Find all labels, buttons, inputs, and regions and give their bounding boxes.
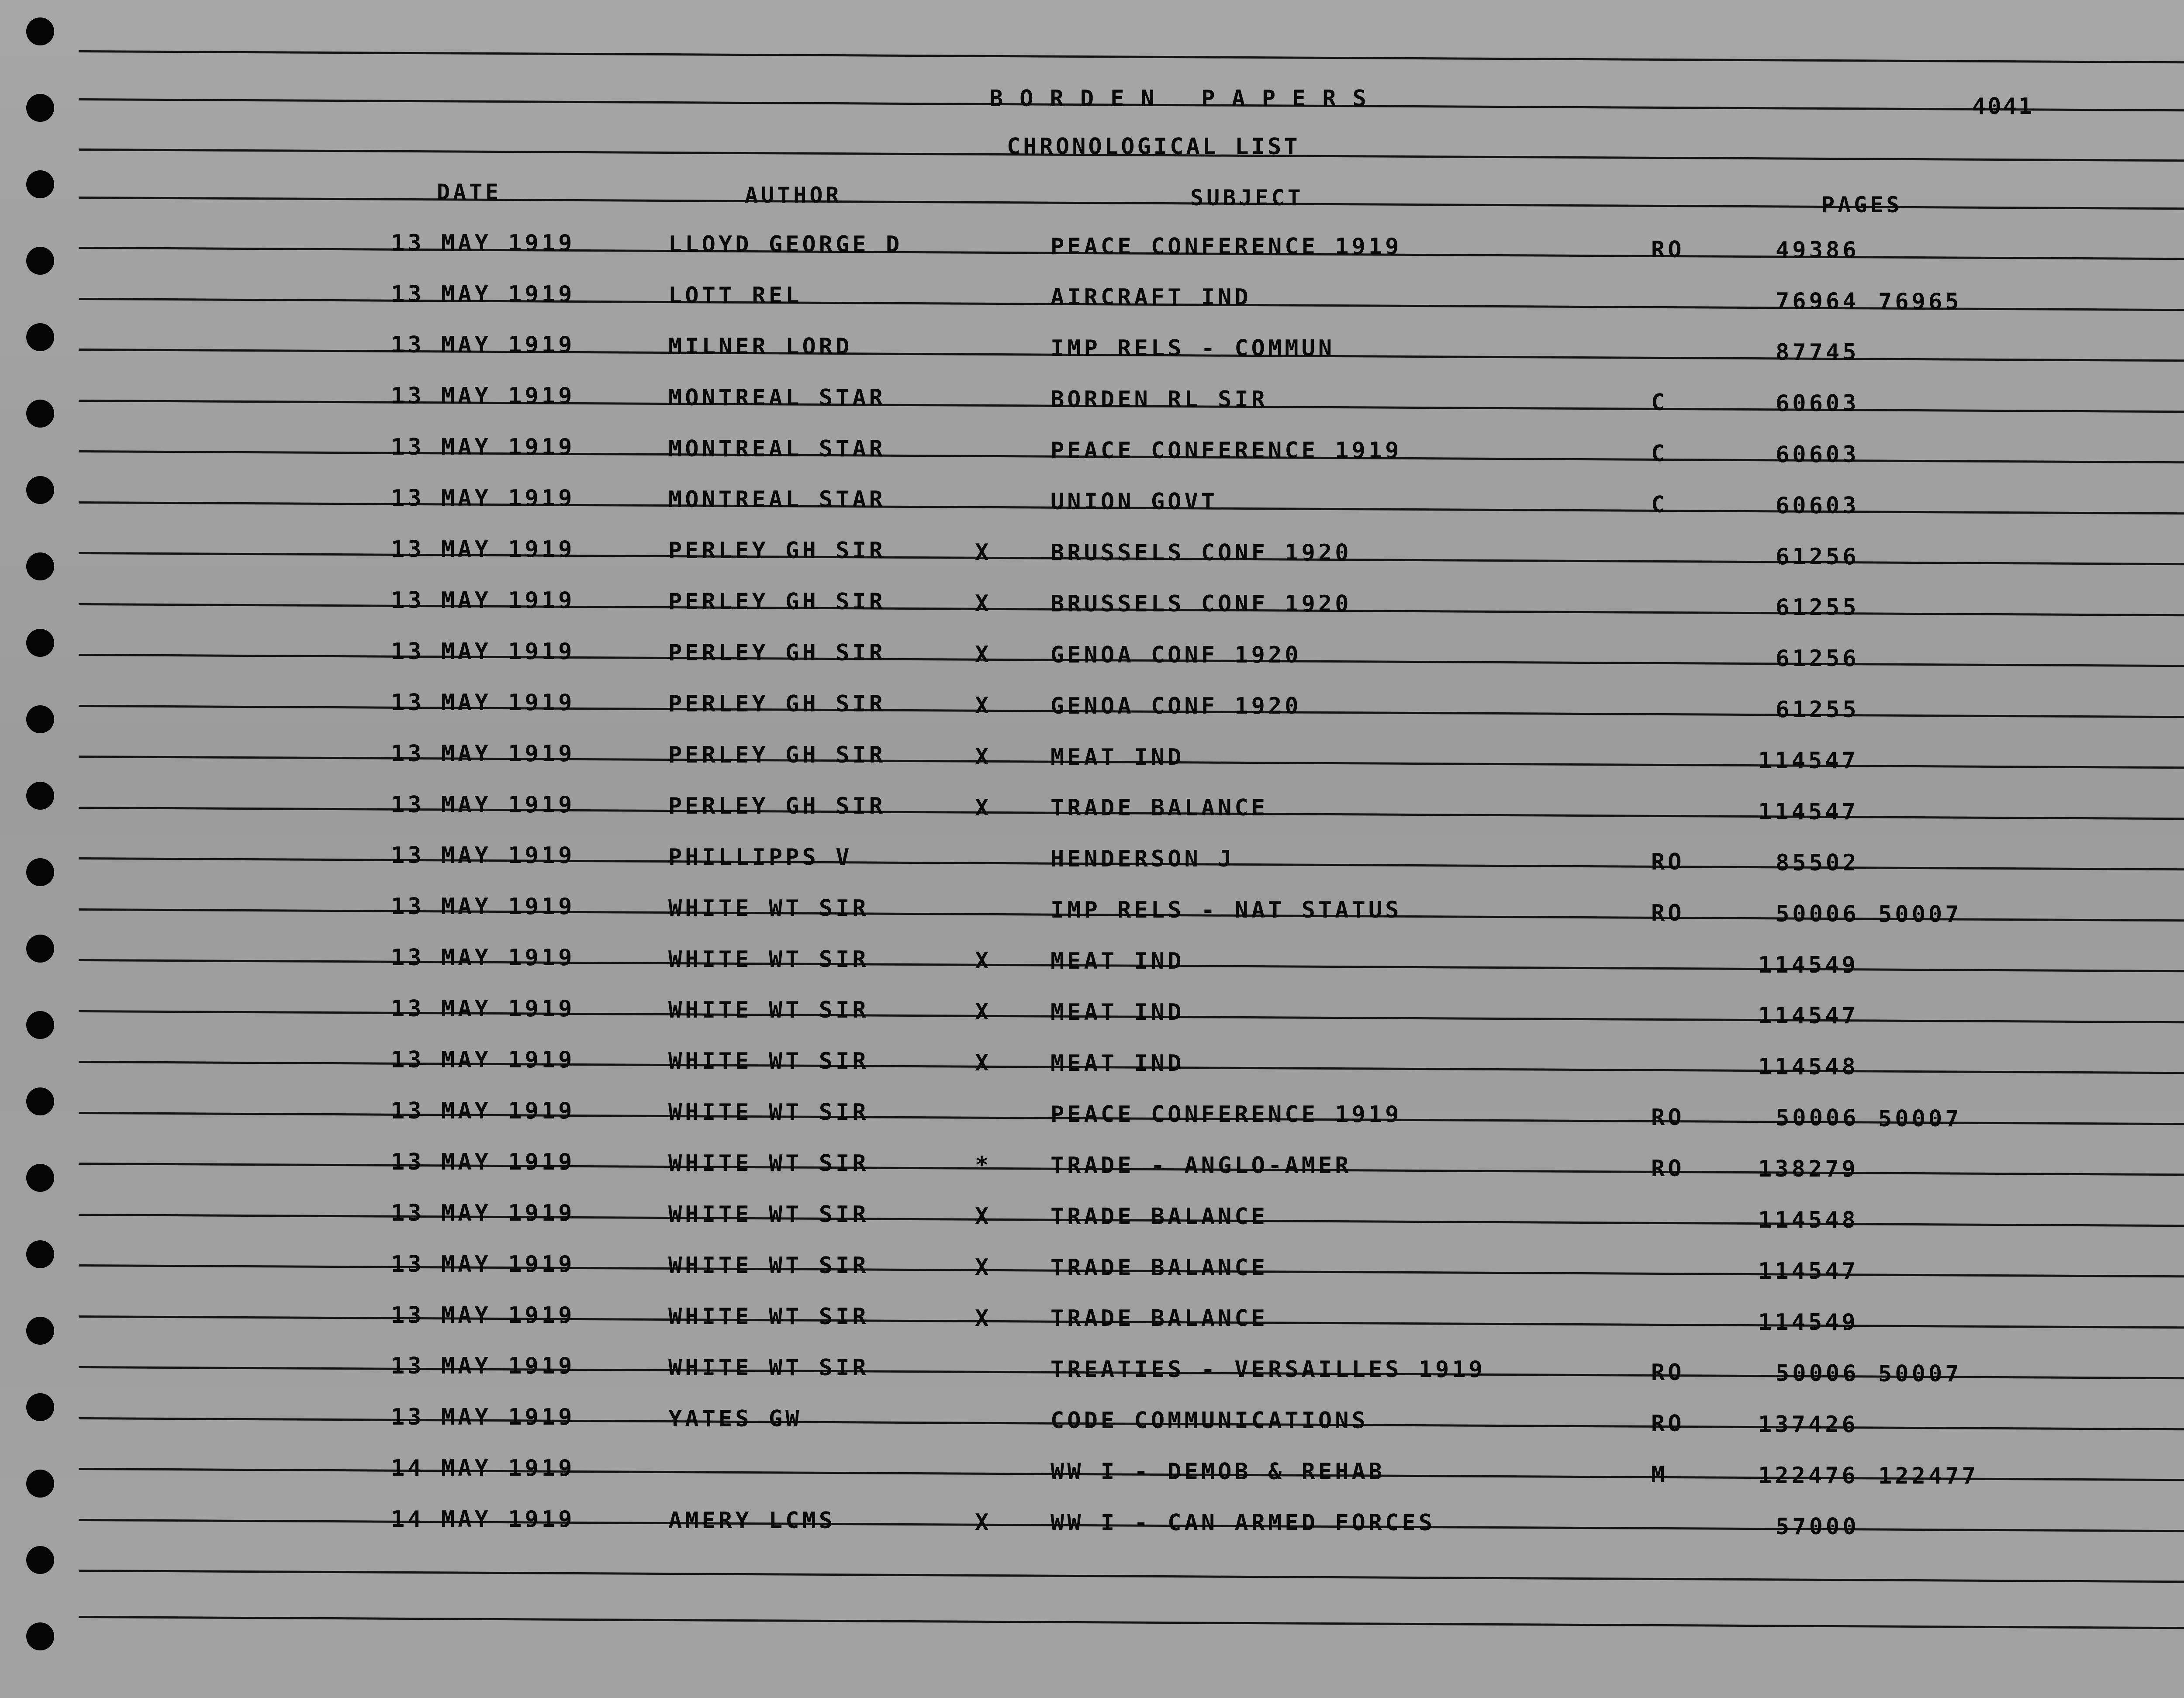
ruled-line xyxy=(79,50,2184,64)
row-flag: X xyxy=(975,1203,992,1229)
row-subject: MEAT IND xyxy=(1051,1050,1185,1077)
row-flag: X xyxy=(975,693,992,719)
tractor-hole xyxy=(26,1087,54,1115)
row-subject: GENOA CONF 1920 xyxy=(1051,642,1302,668)
row-code: RO xyxy=(1651,237,1685,263)
row-page-start: 138279 xyxy=(1758,1156,1859,1182)
tractor-hole xyxy=(26,629,54,657)
row-page-end: 50007 xyxy=(1878,901,1962,928)
row-subject: IMP RELS - COMMUN xyxy=(1051,335,1335,362)
row-subject: PEACE CONFERENCE 1919 xyxy=(1051,438,1402,464)
document-title: BORDEN PAPERS xyxy=(989,86,1383,112)
tractor-hole xyxy=(26,1393,54,1421)
row-code: RO xyxy=(1651,900,1685,926)
tractor-hole xyxy=(26,170,54,198)
row-author: PERLEY GH SIR xyxy=(668,793,886,819)
row-author: WHITE WT SIR xyxy=(668,1150,869,1177)
row-page-start: 60603 xyxy=(1776,390,1859,417)
row-author: MONTREAL STAR xyxy=(668,385,886,411)
row-page-start: 114549 xyxy=(1758,952,1859,978)
row-date: 13 MAY 1919 xyxy=(391,383,575,409)
row-date: 14 MAY 1919 xyxy=(391,1455,575,1481)
row-code: RO xyxy=(1651,849,1685,875)
row-author: WHITE WT SIR xyxy=(668,1099,869,1125)
row-author: PERLEY GH SIR xyxy=(668,742,886,768)
row-page-start: 87745 xyxy=(1776,339,1859,366)
row-subject: MEAT IND xyxy=(1051,744,1185,770)
ruled-line xyxy=(79,1616,2184,1629)
row-page-start: 50006 xyxy=(1776,1105,1859,1131)
row-flag: X xyxy=(975,1050,992,1076)
row-date: 13 MAY 1919 xyxy=(391,741,575,767)
column-header-pages: PAGES xyxy=(1821,192,1903,217)
row-date: 13 MAY 1919 xyxy=(391,536,575,563)
row-author: MONTREAL STAR xyxy=(668,487,886,513)
ruled-line xyxy=(79,1570,2184,1583)
row-subject: MEAT IND xyxy=(1051,999,1185,1025)
row-subject: TRADE BALANCE xyxy=(1051,1204,1268,1230)
row-subject: PEACE CONFERENCE 1919 xyxy=(1051,234,1402,260)
row-subject: BORDEN RL SIR xyxy=(1051,387,1268,413)
row-author: WHITE WT SIR xyxy=(668,1201,869,1228)
row-page-start: 49386 xyxy=(1776,237,1859,263)
row-subject: GENOA CONF 1920 xyxy=(1051,693,1302,719)
row-page-start: 85502 xyxy=(1776,850,1859,876)
row-code: RO xyxy=(1651,1104,1685,1131)
tractor-hole xyxy=(26,1164,54,1192)
row-subject: TRADE BALANCE xyxy=(1051,1305,1268,1332)
row-subject: HENDERSON J xyxy=(1051,846,1235,872)
tractor-hole xyxy=(26,323,54,351)
tractor-hole xyxy=(26,1546,54,1574)
row-page-start: 114548 xyxy=(1758,1054,1859,1080)
row-flag: X xyxy=(975,999,992,1025)
row-author: PERLEY GH SIR xyxy=(668,691,886,717)
tractor-hole xyxy=(26,476,54,504)
row-flag: X xyxy=(975,795,992,821)
row-author: PERLEY GH SIR xyxy=(668,589,886,615)
row-flag: X xyxy=(975,539,992,566)
row-date: 13 MAY 1919 xyxy=(391,1251,575,1277)
row-date: 13 MAY 1919 xyxy=(391,587,575,614)
row-date: 13 MAY 1919 xyxy=(391,792,575,818)
row-flag: X xyxy=(975,1305,992,1332)
row-page-start: 137426 xyxy=(1758,1412,1859,1438)
row-author: WHITE WT SIR xyxy=(668,895,869,921)
row-page-start: 76964 xyxy=(1776,288,1859,314)
tractor-hole xyxy=(26,1317,54,1345)
row-author: MONTREAL STAR xyxy=(668,436,886,462)
row-date: 13 MAY 1919 xyxy=(391,842,575,869)
row-subject: PEACE CONFERENCE 1919 xyxy=(1051,1101,1402,1128)
row-page-start: 61256 xyxy=(1776,544,1859,570)
row-author: LLOYD GEORGE D xyxy=(668,231,903,258)
row-author: WHITE WT SIR xyxy=(668,946,869,973)
row-code: C xyxy=(1651,441,1668,467)
row-date: 13 MAY 1919 xyxy=(391,1302,575,1329)
row-author: AMERY LCMS xyxy=(668,1508,836,1534)
row-subject: CODE COMMUNICATIONS xyxy=(1051,1408,1368,1434)
row-subject: BRUSSELS CONF 1920 xyxy=(1051,540,1352,566)
row-page-start: 122476 xyxy=(1758,1463,1859,1489)
column-header-subject: SUBJECT xyxy=(1190,185,1304,211)
row-date: 13 MAY 1919 xyxy=(391,638,575,665)
row-page-start: 60603 xyxy=(1776,442,1859,468)
row-page-start: 114549 xyxy=(1758,1309,1859,1336)
row-subject: AIRCRAFT IND xyxy=(1051,284,1251,311)
row-flag: X xyxy=(975,744,992,770)
row-date: 13 MAY 1919 xyxy=(391,1098,575,1124)
row-author: WHITE WT SIR xyxy=(668,1253,869,1279)
tractor-hole xyxy=(26,94,54,122)
tractor-hole xyxy=(26,552,54,580)
tractor-hole xyxy=(26,17,54,45)
row-flag: X xyxy=(975,1509,992,1536)
row-code: RO xyxy=(1651,1156,1685,1182)
row-date: 13 MAY 1919 xyxy=(391,434,575,460)
row-code: C xyxy=(1651,390,1668,416)
row-subject: BRUSSELS CONF 1920 xyxy=(1051,591,1352,617)
row-page-start: 61255 xyxy=(1776,697,1859,723)
row-page-end: 50007 xyxy=(1878,1361,1962,1387)
row-page-end: 50007 xyxy=(1878,1106,1962,1132)
row-date: 13 MAY 1919 xyxy=(391,1047,575,1073)
row-code: C xyxy=(1651,492,1668,518)
row-page-start: 61256 xyxy=(1776,645,1859,672)
row-date: 13 MAY 1919 xyxy=(391,1149,575,1175)
row-page-start: 57000 xyxy=(1776,1514,1859,1540)
row-code: RO xyxy=(1651,1411,1685,1437)
row-author: MILNER LORD xyxy=(668,334,853,360)
row-author: WHITE WT SIR xyxy=(668,997,869,1023)
row-page-start: 60603 xyxy=(1776,493,1859,519)
row-page-start: 61255 xyxy=(1776,594,1859,621)
row-subject: UNION GOVT xyxy=(1051,489,1218,515)
row-author: LOTT REL xyxy=(668,283,802,309)
row-page-end: 76965 xyxy=(1878,289,1962,315)
row-page-start: 114547 xyxy=(1758,1003,1859,1029)
row-author: PERLEY GH SIR xyxy=(668,538,886,564)
row-date: 13 MAY 1919 xyxy=(391,996,575,1022)
list-title: CHRONOLOGICAL LIST xyxy=(1007,134,1300,160)
tractor-hole xyxy=(26,782,54,810)
row-flag: X xyxy=(975,948,992,974)
row-subject: MEAT IND xyxy=(1051,948,1185,974)
row-date: 13 MAY 1919 xyxy=(391,485,575,511)
tractor-hole xyxy=(26,1011,54,1039)
row-author: WHITE WT SIR xyxy=(668,1048,869,1074)
tractor-hole xyxy=(26,705,54,733)
row-date: 13 MAY 1919 xyxy=(391,1404,575,1430)
row-date: 13 MAY 1919 xyxy=(391,1200,575,1226)
row-page-start: 50006 xyxy=(1776,901,1859,927)
row-subject: WW I - DEMOB & REHAB xyxy=(1051,1459,1386,1485)
page-number: 4041 xyxy=(1972,93,2034,120)
row-date: 13 MAY 1919 xyxy=(391,945,575,971)
row-date: 13 MAY 1919 xyxy=(391,281,575,307)
row-flag: X xyxy=(975,642,992,668)
row-subject: TRADE BALANCE xyxy=(1051,795,1268,821)
row-flag: * xyxy=(975,1152,992,1178)
row-flag: X xyxy=(975,1254,992,1280)
row-subject: TRADE - ANGLO-AMER xyxy=(1051,1153,1352,1179)
row-flag: X xyxy=(975,590,992,617)
row-date: 13 MAY 1919 xyxy=(391,332,575,358)
row-author: PERLEY GH SIR xyxy=(668,640,886,666)
tractor-hole xyxy=(26,935,54,963)
row-subject: WW I - CAN ARMED FORCES xyxy=(1051,1510,1436,1536)
row-page-start: 50006 xyxy=(1776,1360,1859,1387)
row-date: 13 MAY 1919 xyxy=(391,690,575,716)
tractor-hole xyxy=(26,1470,54,1498)
row-subject: TRADE BALANCE xyxy=(1051,1255,1268,1281)
tractor-hole xyxy=(26,247,54,275)
row-code: RO xyxy=(1651,1360,1685,1386)
row-page-end: 122477 xyxy=(1878,1463,1979,1489)
row-date: 13 MAY 1919 xyxy=(391,894,575,920)
column-header-date: DATE xyxy=(437,179,502,205)
tractor-hole xyxy=(26,1622,54,1650)
row-page-start: 114547 xyxy=(1758,1258,1859,1284)
row-date: 14 MAY 1919 xyxy=(391,1506,575,1532)
row-author: WHITE WT SIR xyxy=(668,1304,869,1330)
row-date: 13 MAY 1919 xyxy=(391,230,575,256)
row-page-start: 114547 xyxy=(1758,799,1859,825)
row-subject: IMP RELS - NAT STATUS xyxy=(1051,897,1402,923)
column-header-author: AUTHOR xyxy=(745,183,842,208)
row-subject: TREATIES - VERSAILLES 1919 xyxy=(1051,1356,1486,1383)
row-author: PHILLIPPS V xyxy=(668,844,853,870)
row-author: YATES GW xyxy=(668,1406,802,1432)
tractor-hole xyxy=(26,1240,54,1268)
row-code: M xyxy=(1651,1462,1668,1488)
row-date: 13 MAY 1919 xyxy=(391,1353,575,1379)
tractor-hole xyxy=(26,400,54,428)
row-author: WHITE WT SIR xyxy=(668,1355,869,1381)
tractor-hole xyxy=(26,858,54,886)
row-page-start: 114548 xyxy=(1758,1207,1859,1233)
row-page-start: 114547 xyxy=(1758,748,1859,774)
